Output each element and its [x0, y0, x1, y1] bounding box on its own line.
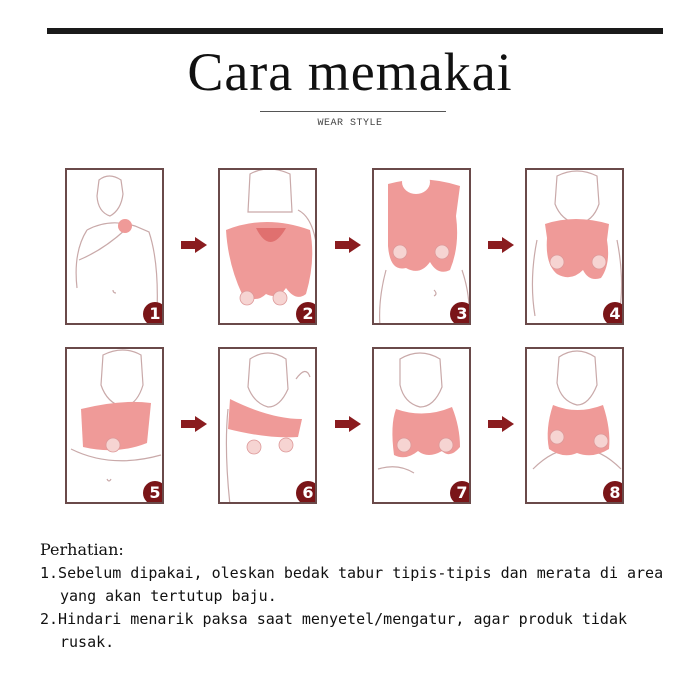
lift-arm-illustration-icon [220, 349, 317, 504]
note-item: 2.Hindari menarik paksa saat menyetel/mengatur, agar produk tidak rusak. [40, 610, 627, 651]
step-badge: 7 [450, 481, 471, 504]
notes-section [40, 538, 680, 654]
arrow-right-icon [181, 237, 207, 253]
arrow-right-icon [335, 416, 361, 432]
pull-over-head-illustration-icon [220, 170, 317, 325]
step-6-panel [218, 347, 317, 504]
step-2-panel [218, 168, 317, 325]
step-8-panel [525, 347, 624, 504]
step-badge: 4 [603, 302, 624, 325]
arrow-right-icon [488, 416, 514, 432]
step-badge: 6 [296, 481, 317, 504]
arrow-right-icon [335, 237, 361, 253]
notes-heading: Perhatian: [40, 540, 124, 559]
title-underline [260, 111, 446, 112]
step-badge: 1 [143, 302, 164, 325]
page-title: Cara memakai [187, 42, 513, 102]
step-3-panel [372, 168, 471, 325]
step-4-panel [525, 168, 624, 325]
top-divider [47, 28, 663, 34]
step-5-panel [65, 347, 164, 504]
step-badge: 8 [603, 481, 624, 504]
page-subtitle: WEAR STYLE [317, 118, 383, 129]
adjust-fit-illustration-icon [527, 349, 624, 504]
step-badge: 3 [450, 302, 471, 325]
step-1-panel [65, 168, 164, 325]
garment-worn-illustration-icon [374, 349, 471, 504]
arm-through-illustration-icon [67, 349, 164, 504]
apply-powder-illustration-icon [67, 170, 164, 325]
step-badge: 2 [296, 302, 317, 325]
note-item: 1.Sebelum dipakai, oleskan bedak tabur tipis-tipis dan merata di area yang akan tertutup baju. [40, 564, 664, 605]
step-7-panel [372, 347, 471, 504]
arrow-right-icon [488, 237, 514, 253]
step-badge: 5 [143, 481, 164, 504]
lower-garment-illustration-icon [374, 170, 471, 325]
garment-on-shoulders-illustration-icon [527, 170, 624, 325]
arrow-right-icon [181, 416, 207, 432]
